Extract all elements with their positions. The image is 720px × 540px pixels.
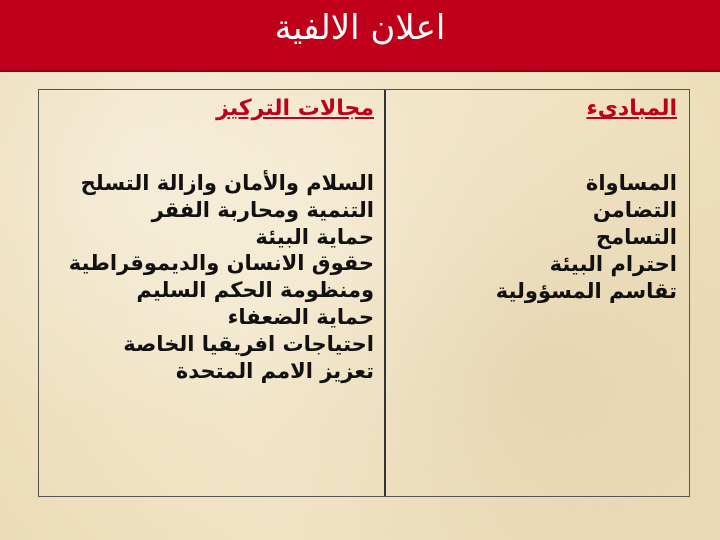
principle-item: التضامن xyxy=(592,198,677,222)
focus-item: حماية البيئة xyxy=(255,224,374,249)
focus-areas-column xyxy=(39,90,384,496)
principle-item: التسامح xyxy=(595,225,677,249)
slide-title: اعلان الالفية xyxy=(274,8,446,48)
focus-item: حقوق الانسان والديموقراطية xyxy=(68,251,374,276)
title-bar xyxy=(0,0,720,72)
principle-item: تقاسم المسؤولية xyxy=(495,279,677,303)
focus-item: ومنظومة الحكم السليم xyxy=(136,278,374,303)
focus-item: السلام والأمان وازالة التسلح xyxy=(80,171,374,195)
principle-item: احترام البيئة xyxy=(549,252,677,276)
focus-item: حماية الضعفاء xyxy=(227,304,374,329)
focus-areas-heading: مجالات التركيز xyxy=(216,96,374,121)
principle-item: المساواة xyxy=(585,171,677,195)
focus-item: التنمية ومحاربة الفقر xyxy=(151,197,374,222)
principles-heading: المبادىء xyxy=(586,96,677,121)
content-table xyxy=(38,89,690,497)
focus-item: احتياجات افريقيا الخاصة xyxy=(123,331,374,356)
principles-column xyxy=(384,90,689,496)
focus-item: تعزيز الامم المتحدة xyxy=(175,358,374,383)
